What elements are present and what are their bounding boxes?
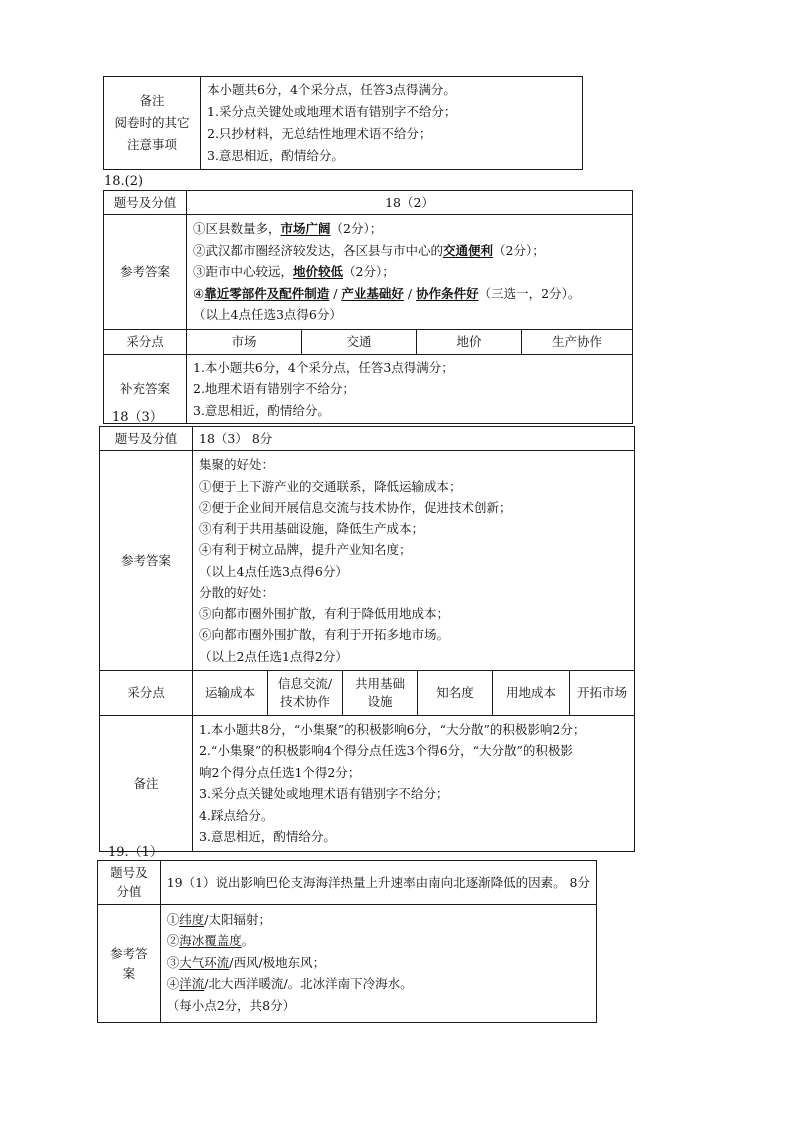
note-line: 4.踩点给分。: [199, 807, 274, 823]
key-term: 交通便利: [443, 242, 494, 258]
note-line: 响2个得分点任选1个得2分；: [199, 764, 361, 780]
q18-3-note-content: [193, 715, 635, 851]
scoring-point: 运输成本: [193, 670, 268, 715]
key-term: 洋流: [179, 976, 205, 992]
key-term: 产业基础好: [341, 285, 404, 301]
answer-item: ②海冰覆盖度。: [166, 933, 255, 949]
q17-note-line: 3.意思相近，酌情给分。: [207, 147, 344, 163]
q18-2-table: [103, 190, 633, 424]
q18-2-answer-content: [187, 215, 633, 330]
answer-line: （以上2点任选1点得2分）: [199, 648, 348, 664]
answer-item: ③大气环流/西风/极地东风；: [166, 954, 326, 970]
answer-line: ①便于上下游产业的交通联系，降低运输成本；: [199, 478, 462, 494]
supp-line: 3.意思相近，酌情给分。: [193, 402, 330, 418]
q18-3-table: [99, 426, 635, 852]
scoring-point: 交通: [302, 329, 417, 354]
scoring-point: 共用基础 设施: [343, 670, 418, 715]
answer-line: 集聚的好处：: [199, 457, 275, 473]
key-term: 协作条件好: [416, 285, 479, 301]
q18-3-header-value: 18（3） 8分: [193, 427, 635, 451]
q18-3-answer-content: [193, 451, 635, 671]
q17-note-line: 2.只抄材料，无总结性地理术语不给分；: [207, 125, 432, 141]
q18-2-header-value: 18（2）: [187, 191, 633, 215]
key-term: 地价较低: [293, 264, 344, 280]
scoring-point: 市场: [187, 329, 302, 354]
answer-line: ③有利于共用基础设施，降低生产成本；: [199, 521, 425, 537]
answer-line: （以上4点任选3点得6分）: [199, 563, 348, 579]
q19-1-answer-label: 参考答案: [98, 904, 161, 1023]
key-term: 纬度: [179, 911, 205, 927]
q19-1-header-value: 19（1）说出影响巴伦支海海洋热量上升速率由南向北逐渐降低的因素。 8分: [160, 861, 596, 905]
answer-line: ②便于企业间开展信息交流与技术协作，促进技术创新；: [199, 499, 512, 515]
answer-line: 分散的好处：: [199, 584, 275, 600]
q18-3-answer-label: 参考答案: [100, 451, 193, 671]
note-line: 3.采分点关键处或地理术语有错别字不给分；: [199, 786, 449, 802]
note-line: 2.“小集聚”的积极影响4个得分点任选3个得6分，“大分散”的积极影: [199, 743, 573, 759]
answer-line: ⑤向都市圈外围扩散，有利于降低用地成本；: [199, 606, 450, 622]
supp-line: 2.地理术语有错别字不给分；: [193, 381, 355, 397]
answer-item: ④靠近零部件及配件制造 / 产业基础好 / 协作条件好（三选一，2分）。: [193, 285, 581, 301]
q19-1-header-label: 题号及分值: [98, 861, 161, 905]
answer-item: ①区县数量多，市场广阔（2分）；: [193, 221, 383, 237]
answer-line: ⑥向都市圈外围扩散，有利于开拓多地市场。: [199, 627, 450, 643]
scoring-point: 生产协作: [522, 329, 633, 354]
q19-1-answer-content: [160, 904, 596, 1023]
q17-note-label-line: 备注: [139, 92, 165, 108]
section-number-18-3: 18（3）: [112, 410, 163, 425]
q18-2-points-label: 采分点: [104, 329, 187, 354]
note-line: 1.本小题共8分，“小集聚”的积极影响6分，“大分散”的积极影响2分；: [199, 721, 586, 737]
note-line: 3.意思相近，酌情给分。: [199, 829, 336, 845]
q19-1-table: [97, 860, 597, 1023]
q18-3-note-label: 备注: [100, 715, 193, 851]
scoring-point: 知名度: [418, 670, 493, 715]
q18-2-answer-label: 参考答案: [104, 215, 187, 330]
answer-item: ③距市中心较远，地价较低（2分）；: [193, 264, 395, 280]
answer-item: ②武汉都市圈经济较发达，各区县与市中心的交通便利（2分）；: [193, 242, 545, 258]
scoring-point: 用地成本: [493, 670, 570, 715]
q18-2-supp-label: 补充答案: [104, 354, 187, 424]
answer-note: （每小点2分，共8分）: [166, 997, 296, 1013]
answer-line: ④有利于树立品牌，提升产业知名度；: [199, 542, 412, 558]
key-term: 大气环流: [179, 954, 230, 970]
section-number-18-2: 18.(2): [104, 174, 144, 189]
answer-item: ④洋流/北大西洋暖流/。北冰洋南下冷海水。: [166, 976, 413, 992]
q18-2-supp-content: [187, 354, 633, 424]
key-term: 靠近零部件及配件制造: [204, 285, 330, 301]
q17-note-content: [201, 77, 583, 170]
q18-3-header-label: 题号及分值: [100, 427, 193, 451]
key-term: 海冰覆盖度: [179, 933, 242, 949]
q17-note-line: 本小题共6分，4个采分点，任答3点得满分。: [207, 82, 456, 97]
answer-note: （以上4点任选3点得6分）: [193, 307, 342, 323]
q17-note-table: [103, 76, 583, 170]
answer-item: ①纬度/太阳辐射；: [166, 911, 271, 927]
q17-note-label-line: 注意事项: [126, 136, 177, 152]
scoring-point: 地价: [417, 329, 522, 354]
q17-note-line: 1.采分点关键处或地理术语有错别字不给分；: [207, 103, 457, 119]
q18-2-header-label: 题号及分值: [104, 191, 187, 215]
q17-note-label-line: 阅卷时的其它: [114, 114, 190, 130]
scoring-point: 开拓市场: [570, 670, 635, 715]
q18-3-points-label: 采分点: [100, 670, 193, 715]
scoring-point: 信息交流/ 技术协作: [268, 670, 343, 715]
section-number-19-1: 19.（1）: [108, 845, 163, 860]
key-term: 市场广阔: [280, 221, 331, 237]
supp-line: 1.本小题共6分，4个采分点，任答3点得满分；: [193, 359, 454, 375]
q17-note-label: [104, 77, 201, 170]
